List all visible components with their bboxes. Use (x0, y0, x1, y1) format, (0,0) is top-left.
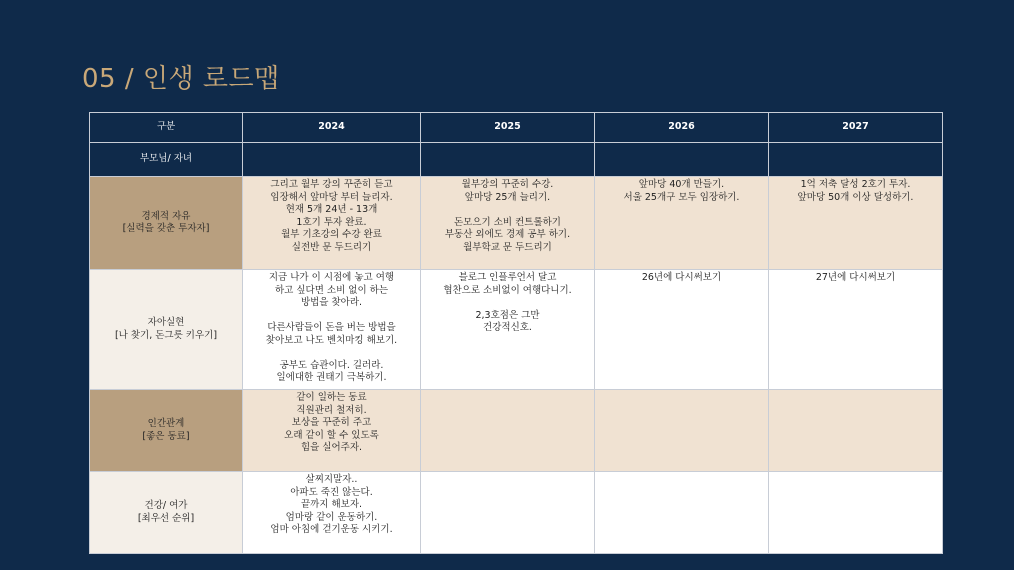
row-label-line: 인간관계 (147, 418, 185, 429)
cell-line: 27년에 다시써보기 (815, 272, 896, 283)
row-economic-freedom (90, 177, 943, 270)
cell-line: 월부 기초강의 수강 완료 (281, 229, 382, 240)
cell-line: 부동산 외에도 경제 공부 하기. (444, 229, 571, 240)
cell-line: 현재 5개 24년 - 13개 (285, 204, 378, 215)
cell-line: 협찬으로 소비없이 여행다니기. (443, 284, 572, 296)
cell-line: 앞마당 25개 늘리기. (464, 191, 551, 203)
header-year-2027: 2027 (769, 113, 943, 143)
cell-2026 (595, 177, 769, 270)
cell-line: 건강적신호. (483, 322, 532, 333)
cell-line: 2,3호점은 그만 (475, 309, 540, 321)
cell-2027 (769, 270, 943, 390)
cell-line: 26년에 다시써보기 (641, 272, 722, 283)
cell-line: 서울 25개구 모두 임장하기. (623, 191, 740, 203)
cell-line: 1호기 투자 완료. (296, 216, 367, 228)
cell-2024 (243, 472, 421, 554)
cell-2024 (243, 177, 421, 270)
header-row (90, 113, 943, 143)
row-label (90, 143, 243, 177)
cell-spacer (247, 347, 416, 360)
row-label (90, 472, 243, 554)
cell-line: 엄마랑 같이 운동하기. (285, 511, 378, 523)
cell-2025 (421, 472, 595, 554)
header-year-2025: 2025 (421, 113, 595, 143)
cell-line: 월부강의 꾸준히 수강. (461, 179, 554, 190)
cell-line: 다른사람들이 돈을 버는 방법을 (267, 322, 396, 333)
cell-line: 돈모으기 소비 컨트롤하기 (454, 216, 561, 228)
cell-line: 앞마당 40개 만들기. (638, 179, 725, 190)
row-label (90, 390, 243, 472)
row-label-line: [나 찾기, 돈그릇 키우기] (114, 329, 218, 341)
cell-line: 임장해서 앞마당 부터 늘리자. (270, 191, 393, 203)
cell-line: 방법을 찾아라. (300, 297, 363, 308)
cell-line: 블로그 인플루언서 달고 (458, 272, 557, 283)
row-label-line: 건강/ 여가 (144, 500, 188, 511)
cell-2025 (421, 270, 595, 390)
cell-line: 지금 나가 이 시점에 놓고 여행 (268, 272, 395, 283)
cell-line: 직원관리 철저히. (296, 404, 367, 416)
cell-line: 오래 같이 할 수 있도록 (284, 429, 379, 441)
row-self-realization (90, 270, 943, 390)
row-label-line: 경제적 자유 (141, 210, 191, 222)
cell-line: 하고 싶다면 소비 없이 하는 (274, 284, 389, 296)
cell-2024 (243, 270, 421, 390)
cell-2027 (769, 390, 943, 472)
row-label-line: 부모님/ 자녀 (139, 153, 193, 165)
cell-2027 (769, 472, 943, 554)
cell-line: 월부학교 문 두드리기 (463, 241, 552, 253)
cell-line: 실전반 문 두드리기 (291, 241, 372, 253)
row-parents-children (90, 143, 943, 177)
cell-2026 (595, 270, 769, 390)
cell-2027 (769, 143, 943, 177)
header-category: 구분 (90, 113, 243, 143)
cell-line: 살찌지말자.. (305, 474, 358, 485)
row-label (90, 177, 243, 270)
roadmap-table (89, 112, 943, 554)
slide-title: 05 / 인생 로드맵 (82, 64, 280, 94)
row-label-line: 자아실현 (147, 317, 185, 328)
cell-2024 (243, 390, 421, 472)
cell-line: 엄마 아침에 걷기운동 시키기. (270, 524, 393, 535)
row-health-leisure (90, 472, 943, 554)
cell-2026 (595, 143, 769, 177)
cell-line: 아파도 죽진 않는다. (290, 486, 373, 498)
row-relationships (90, 390, 943, 472)
cell-line: 공부도 습관이다. 길러라. (279, 359, 384, 371)
header-year-2024: 2024 (243, 113, 421, 143)
cell-line: 끝까지 해보자. (300, 499, 363, 510)
header-year-2026: 2026 (595, 113, 769, 143)
cell-line: 앞마당 50개 이상 달성하기. (797, 191, 914, 203)
cell-line: 찾아보고 나도 벤치마킹 해보기. (265, 334, 398, 346)
cell-spacer (247, 310, 416, 323)
cell-spacer (425, 204, 590, 217)
row-label-line: [좋은 동료] (142, 430, 190, 442)
cell-2025 (421, 143, 595, 177)
cell-line: 같이 일하는 동료 (296, 392, 367, 403)
row-label (90, 270, 243, 390)
cell-2025 (421, 390, 595, 472)
row-label-line: [최우선 순위] (137, 512, 195, 524)
cell-line: 보상을 꾸준히 주고 (291, 417, 372, 428)
cell-spacer (425, 297, 590, 310)
cell-2026 (595, 472, 769, 554)
cell-2024 (243, 143, 421, 177)
cell-2027 (769, 177, 943, 270)
cell-line: 힘을 실어주자. (300, 442, 363, 453)
cell-2025 (421, 177, 595, 270)
cell-2026 (595, 390, 769, 472)
cell-line: 그리고 월부 강의 꾸준히 듣고 (270, 179, 393, 190)
cell-line: 1억 저축 달성 2호기 투자. (800, 179, 911, 190)
row-label-line: [실력을 갖춘 투자자] (122, 223, 210, 234)
cell-line: 일에대한 권태기 극복하기. (276, 372, 387, 383)
